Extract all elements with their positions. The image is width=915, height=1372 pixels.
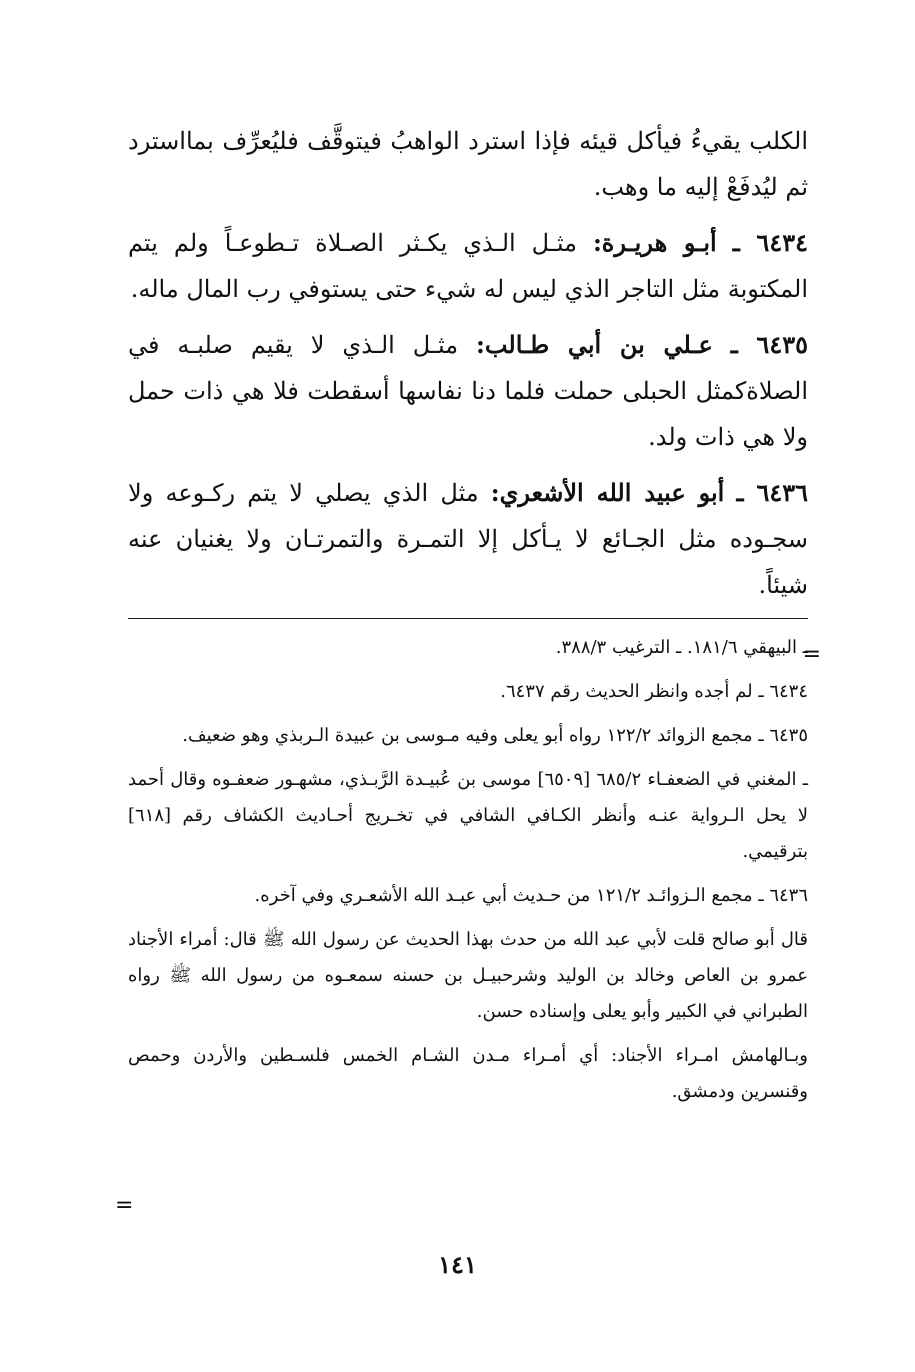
hadith-text: مثل الذي يصلي لا يتم ركـوعه ولا سجـوده مثل الجـائع لا يـأكل إلا التمـرة والتمرتـان ولا يغنيان عنه شيئاً. bbox=[128, 479, 808, 599]
narrator-name: أبـو هريـرة: bbox=[592, 228, 717, 257]
paragraph-continuation bbox=[128, 118, 808, 210]
hadith-text: مثـل الـذي لا يقيم صلبـه في الصلاةكمثل الحبلى حملت فلما دنا نفاسها أسقطت فلا هي ذات حمل ولا هي ذات ولد. bbox=[128, 331, 808, 451]
footnote-7: وبـالهامش امـراء الأجناد: أي أمـراء مـدن الشـام الخمس فلسـطين والأردن وحمص وقنسرين ودمشق. bbox=[128, 1045, 808, 1102]
footnote-1: ـ البيهقي ١٨١/٦. ـ الترغيب ٣٨٨/٣. bbox=[555, 637, 808, 658]
hadith-6436 bbox=[128, 470, 808, 608]
footnote-2: ٦٤٣٤ ـ لم أجده وانظر الحديث رقم ٦٤٣٧. bbox=[500, 681, 808, 702]
footnote-3: ٦٤٣٥ ـ مجمع الزوائد ١٢٢/٢ رواه أبو يعلى وفيه مـوسى بن عبيدة الـربذي وهو ضعيف. bbox=[182, 725, 808, 746]
page-number: ١٤١ bbox=[438, 1250, 477, 1279]
continuation-mark-top: = bbox=[802, 642, 821, 667]
hadith-number: ٦٤٣٤ ـ bbox=[732, 228, 808, 257]
hadith-number: ٦٤٣٦ ـ bbox=[736, 478, 808, 507]
footnotes bbox=[128, 630, 808, 1118]
narrator-name: عـلي بن أبي طـالب: bbox=[476, 330, 713, 359]
footnote-4: ـ المغني في الضعفـاء ٦٨٥/٢ [٦٥٠٩] موسى بن عُبيـدة الرَّبـذي، مشهـور ضعفـوه وقال أحمد لا يحل الـرواية عنـه وأنظر الكـافي الشافي في تخـريج أحـاديث الكشاف رقم [٦١٨] بترقيمي. bbox=[128, 769, 808, 862]
hadith-text: مثـل الـذي يكـثر الصـلاة تـطوعـاً ولم يتم المكتوبة مثل التاجر الذي ليس له شيء حتى يستوفي رب المال ماله. bbox=[128, 229, 808, 303]
main-text bbox=[128, 118, 808, 618]
hadith-number: ٦٤٣٥ ـ bbox=[730, 330, 808, 359]
paragraph-text: الكلب يقيءُ فيأكل قيئه فإذا استرد الواهبُ فيتوقَّف فليُعرِّف بمااسترد ثم ليُدفَعْ إليه ما وهب. bbox=[128, 127, 808, 201]
hadith-6434 bbox=[128, 220, 808, 312]
continuation-mark-bottom: = bbox=[115, 1193, 134, 1218]
hadith-6435 bbox=[128, 322, 808, 460]
footnote-6: قال أبو صالح قلت لأبي عبد الله من حدث بهذا الحديث عن رسول الله ﷺ قال: أمراء الأجناد عمرو بن العاص وخالد بن الوليد وشرحبيـل بن حسنه سمعـوه من رسول الله ﷺ رواه الطبراني في الكبير وأبو يعلى وإسناده حسن. bbox=[128, 929, 808, 1022]
footnote-5: ٦٤٣٦ ـ مجمع الـزوائـد ١٢١/٢ من حـديث أبي عبـد الله الأشعـري وفي آخره. bbox=[254, 885, 808, 906]
footnote-divider bbox=[128, 618, 808, 619]
narrator-name: أبو عبيد الله الأشعري: bbox=[490, 478, 725, 507]
